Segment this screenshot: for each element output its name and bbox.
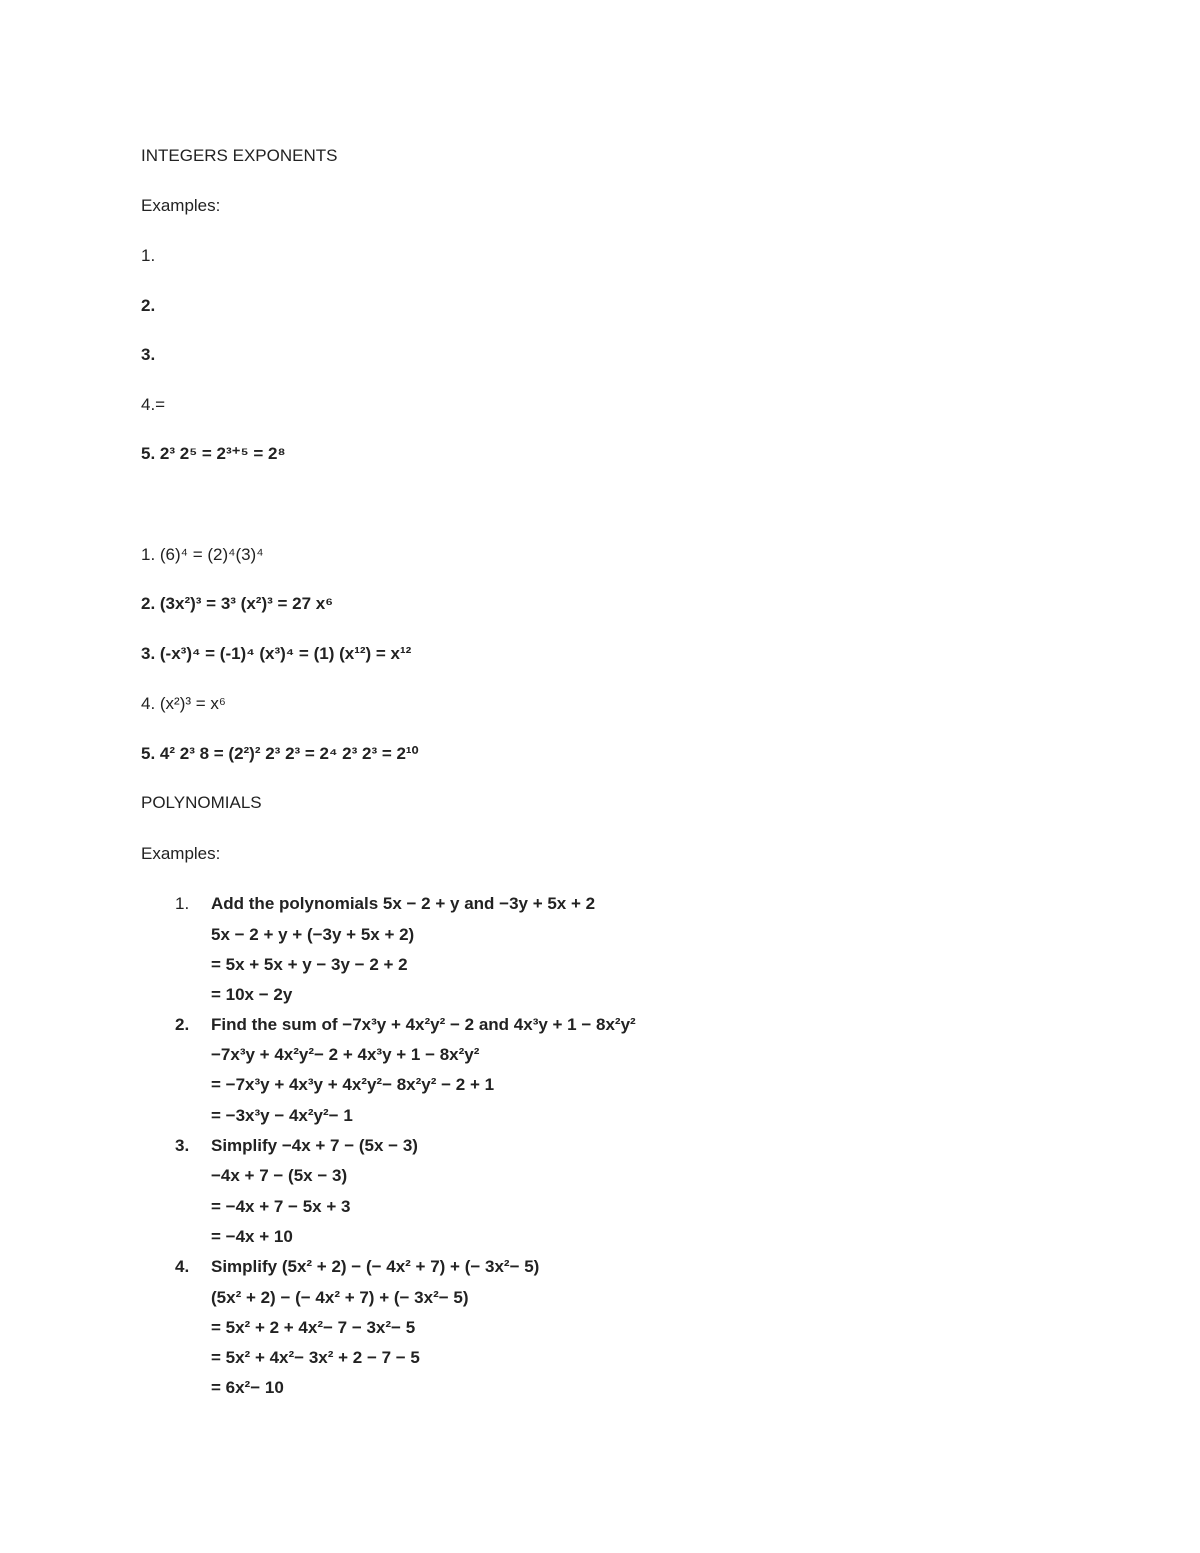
problem-statement: Add the polynomials 5x − 2 + y and −3y + 5x + 2 [211,894,596,913]
example-line: 2. (3x²)³ = 3³ (x²)³ = 27 x⁶ [141,594,334,613]
page-title: INTEGERS EXPONENTS [141,146,338,165]
example-line: 5. 4² 2³ 8 = (2²)² 2³ 2³ = 2⁴ 2³ 2³ = 2¹⁰ [141,744,419,763]
problem-step: = 5x + 5x + y − 3y − 2 + 2 [211,955,408,974]
problem-step: (5x² + 2) − (− 4x² + 7) + (− 3x²− 5) [211,1288,469,1307]
problem-step: = −4x + 7 − 5x + 3 [211,1197,351,1216]
problem-step: = 5x² + 4x²− 3x² + 2 − 7 − 5 [211,1348,420,1367]
problem-number: 4. [175,1257,190,1276]
problem-step: = 6x²− 10 [211,1378,284,1397]
problem-step: −4x + 7 − (5x − 3) [211,1166,348,1185]
example-line: 2. [141,296,156,315]
problem-statement: Find the sum of −7x³y + 4x²y² − 2 and 4x³y + 1 − 8x²y² [211,1015,636,1034]
problem-step: = −4x + 10 [211,1227,293,1246]
example-line: 1. (6)⁴ = (2)⁴(3)⁴ [141,545,264,564]
example-line: 4.= [141,395,166,414]
problem-number: 1. [175,894,190,913]
problem-step: = −7x³y + 4x³y + 4x²y²− 8x²y² − 2 + 1 [211,1075,495,1094]
problem-step: = 10x − 2y [211,985,293,1004]
problem-statement: Simplify (5x² + 2) − (− 4x² + 7) + (− 3x²− 5) [211,1257,540,1276]
problem-step: −7x³y + 4x²y²− 2 + 4x³y + 1 − 8x²y² [211,1045,480,1064]
problem-number: 3. [175,1136,190,1155]
problem-step: 5x − 2 + y + (−3y + 5x + 2) [211,925,415,944]
examples-label: Examples: [141,844,221,863]
example-line: 3. [141,345,156,364]
problem-statement: Simplify −4x + 7 − (5x − 3) [211,1136,418,1155]
example-line: 3. (-x³)⁴ = (-1)⁴ (x³)⁴ = (1) (x¹²) = x¹² [141,644,412,663]
section-title: POLYNOMIALS [141,793,262,812]
example-line: 4. (x²)³ = x⁶ [141,694,226,713]
problem-step: = 5x² + 2 + 4x²− 7 − 3x²− 5 [211,1318,416,1337]
problem-number: 2. [175,1015,190,1034]
example-line: 5. 2³ 2⁵ = 2³⁺⁵ = 2⁸ [141,444,286,463]
example-line: 1. [141,246,156,265]
problem-step: = −3x³y − 4x²y²− 1 [211,1106,353,1125]
examples-label: Examples: [141,196,221,215]
